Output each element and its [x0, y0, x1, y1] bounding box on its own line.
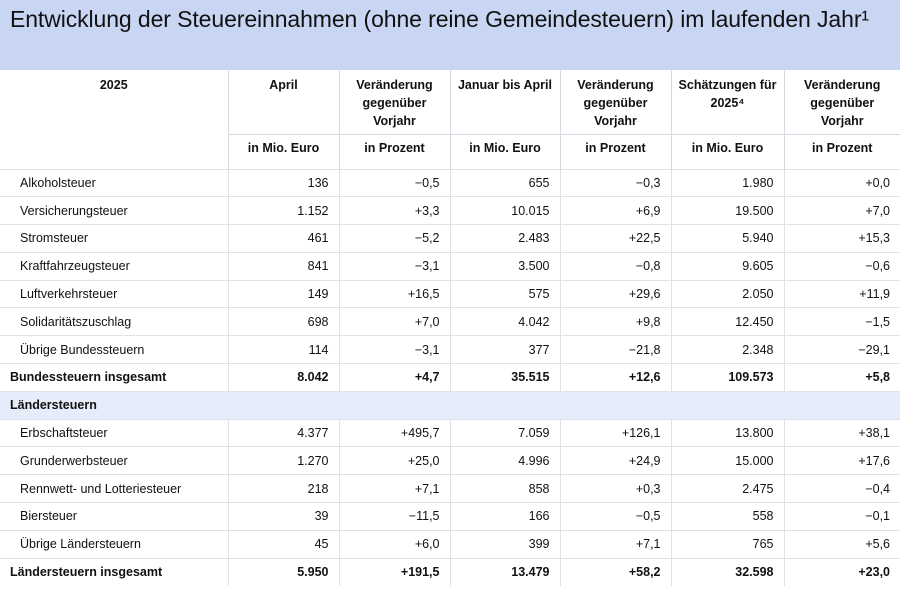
table-cell: 841	[228, 252, 339, 280]
table-cell: +7,1	[560, 530, 671, 558]
row-label: Luftverkehrsteuer	[0, 280, 228, 308]
row-label: Stromsteuer	[0, 225, 228, 253]
table-cell: 4.996	[450, 447, 560, 475]
unit-estimate: in Mio. Euro	[671, 135, 784, 160]
row-label: Ländersteuern insgesamt	[0, 558, 228, 586]
table-cell: +7,0	[339, 308, 450, 336]
table-cell: 575	[450, 280, 560, 308]
table-cell: 218	[228, 475, 339, 503]
table-cell: 2.483	[450, 225, 560, 253]
row-label: Solidaritätszuschlag	[0, 308, 228, 336]
row-label: Rennwett- und Lotteriesteuer	[0, 475, 228, 503]
table-cell: 377	[450, 336, 560, 364]
table-cell: 1.980	[671, 169, 784, 197]
table-cell: +22,5	[560, 225, 671, 253]
unit-change-estimate: in Prozent	[784, 135, 900, 160]
table-cell: +6,0	[339, 530, 450, 558]
header-spacer	[0, 159, 900, 169]
table-row	[0, 252, 900, 280]
table-cell: 13.800	[671, 419, 784, 447]
table-cell: +6,9	[560, 197, 671, 225]
table-cell: 3.500	[450, 252, 560, 280]
table-row	[0, 225, 900, 253]
table-cell: 655	[450, 169, 560, 197]
row-label: Versicherungsteuer	[0, 197, 228, 225]
unit-year	[0, 135, 228, 160]
header-change-april: Veränderung gegenüber Vorjahr	[339, 70, 450, 135]
table-cell: −0,4	[784, 475, 900, 503]
table-cell: +7,1	[339, 475, 450, 503]
total-row	[0, 364, 900, 392]
table-cell: +15,3	[784, 225, 900, 253]
table-cell: +11,9	[784, 280, 900, 308]
row-label: Grunderwerbsteuer	[0, 447, 228, 475]
table-cell: 5.950	[228, 558, 339, 586]
table-cell: −1,5	[784, 308, 900, 336]
table-cell: −0,8	[560, 252, 671, 280]
table-cell: 136	[228, 169, 339, 197]
table-row	[0, 419, 900, 447]
section-row	[0, 391, 900, 419]
header-jan-apr: Januar bis April	[450, 70, 560, 135]
table-cell: 12.450	[671, 308, 784, 336]
table-cell: +4,7	[339, 364, 450, 392]
table-cell: +24,9	[560, 447, 671, 475]
table-row	[0, 503, 900, 531]
table-row	[0, 530, 900, 558]
table-cell: 2.050	[671, 280, 784, 308]
table-cell: +0,3	[560, 475, 671, 503]
table-cell: +0,0	[784, 169, 900, 197]
table-cell: 1.270	[228, 447, 339, 475]
table-body	[0, 159, 900, 586]
table-cell: +495,7	[339, 419, 450, 447]
table-cell: 4.377	[228, 419, 339, 447]
table-cell: −0,5	[560, 503, 671, 531]
title-bar	[0, 0, 900, 70]
row-label: Erbschaftsteuer	[0, 419, 228, 447]
table-cell: −0,6	[784, 252, 900, 280]
table-cell: 5.940	[671, 225, 784, 253]
header-row-units	[0, 135, 900, 160]
table-cell: 2.348	[671, 336, 784, 364]
row-label: Bundessteuern insgesamt	[0, 364, 228, 392]
section-label: Ländersteuern	[0, 391, 900, 419]
header-estimate: Schätzungen für 2025⁴	[671, 70, 784, 135]
table-row	[0, 336, 900, 364]
table-cell: 10.015	[450, 197, 560, 225]
table-cell: 45	[228, 530, 339, 558]
table-cell: 765	[671, 530, 784, 558]
table-cell: −29,1	[784, 336, 900, 364]
total-row	[0, 558, 900, 586]
table-cell: 558	[671, 503, 784, 531]
unit-april: in Mio. Euro	[228, 135, 339, 160]
table-cell: +126,1	[560, 419, 671, 447]
table-cell: +29,6	[560, 280, 671, 308]
table-cell: +5,6	[784, 530, 900, 558]
table-cell: +23,0	[784, 558, 900, 586]
table-cell: +12,6	[560, 364, 671, 392]
table-cell: −3,1	[339, 336, 450, 364]
table-row	[0, 197, 900, 225]
table-cell: +3,3	[339, 197, 450, 225]
header-change-estimate: Veränderung gegenüber Vorjahr	[784, 70, 900, 135]
table-cell: 8.042	[228, 364, 339, 392]
row-label: Biersteuer	[0, 503, 228, 531]
table-cell: +17,6	[784, 447, 900, 475]
table-cell: 399	[450, 530, 560, 558]
table-cell: 32.598	[671, 558, 784, 586]
row-label: Übrige Ländersteuern	[0, 530, 228, 558]
table-cell: 698	[228, 308, 339, 336]
table-cell: 15.000	[671, 447, 784, 475]
header-april: April	[228, 70, 339, 135]
table-row	[0, 280, 900, 308]
table-cell: +58,2	[560, 558, 671, 586]
table-row	[0, 447, 900, 475]
unit-change-jan-apr: in Prozent	[560, 135, 671, 160]
table-cell: 166	[450, 503, 560, 531]
table-cell: 35.515	[450, 364, 560, 392]
table-header	[0, 70, 900, 159]
table-cell: 149	[228, 280, 339, 308]
table-cell: +191,5	[339, 558, 450, 586]
table-cell: +5,8	[784, 364, 900, 392]
table-cell: −11,5	[339, 503, 450, 531]
page-title: Entwicklung der Steuereinnahmen (ohne reine Gemeindesteuern) im laufenden Jahr¹	[10, 6, 869, 32]
table-row	[0, 308, 900, 336]
table-row	[0, 475, 900, 503]
row-label: Übrige Bundessteuern	[0, 336, 228, 364]
unit-jan-apr: in Mio. Euro	[450, 135, 560, 160]
table-cell: 114	[228, 336, 339, 364]
table-cell: −5,2	[339, 225, 450, 253]
table-cell: +9,8	[560, 308, 671, 336]
table-cell: 461	[228, 225, 339, 253]
table-cell: +16,5	[339, 280, 450, 308]
table-cell: +25,0	[339, 447, 450, 475]
row-label: Kraftfahrzeugsteuer	[0, 252, 228, 280]
header-year: 2025	[99, 78, 128, 92]
table-cell: 1.152	[228, 197, 339, 225]
table-cell: 13.479	[450, 558, 560, 586]
table-cell: −21,8	[560, 336, 671, 364]
table-cell: 2.475	[671, 475, 784, 503]
table-cell: −0,5	[339, 169, 450, 197]
unit-change-april: in Prozent	[339, 135, 450, 160]
table-cell: +38,1	[784, 419, 900, 447]
header-row-labels	[0, 70, 900, 135]
table-cell: 9.605	[671, 252, 784, 280]
table-cell: 39	[228, 503, 339, 531]
tax-revenue-table	[0, 70, 900, 586]
table-cell: 109.573	[671, 364, 784, 392]
header-change-jan-apr: Veränderung gegenüber Vorjahr	[560, 70, 671, 135]
table-cell: −0,1	[784, 503, 900, 531]
row-label: Alkoholsteuer	[0, 169, 228, 197]
table-cell: 7.059	[450, 419, 560, 447]
table-cell: −3,1	[339, 252, 450, 280]
table-cell: 858	[450, 475, 560, 503]
table-row	[0, 169, 900, 197]
table-cell: +7,0	[784, 197, 900, 225]
table-cell: 19.500	[671, 197, 784, 225]
table-cell: 4.042	[450, 308, 560, 336]
table-cell: −0,3	[560, 169, 671, 197]
